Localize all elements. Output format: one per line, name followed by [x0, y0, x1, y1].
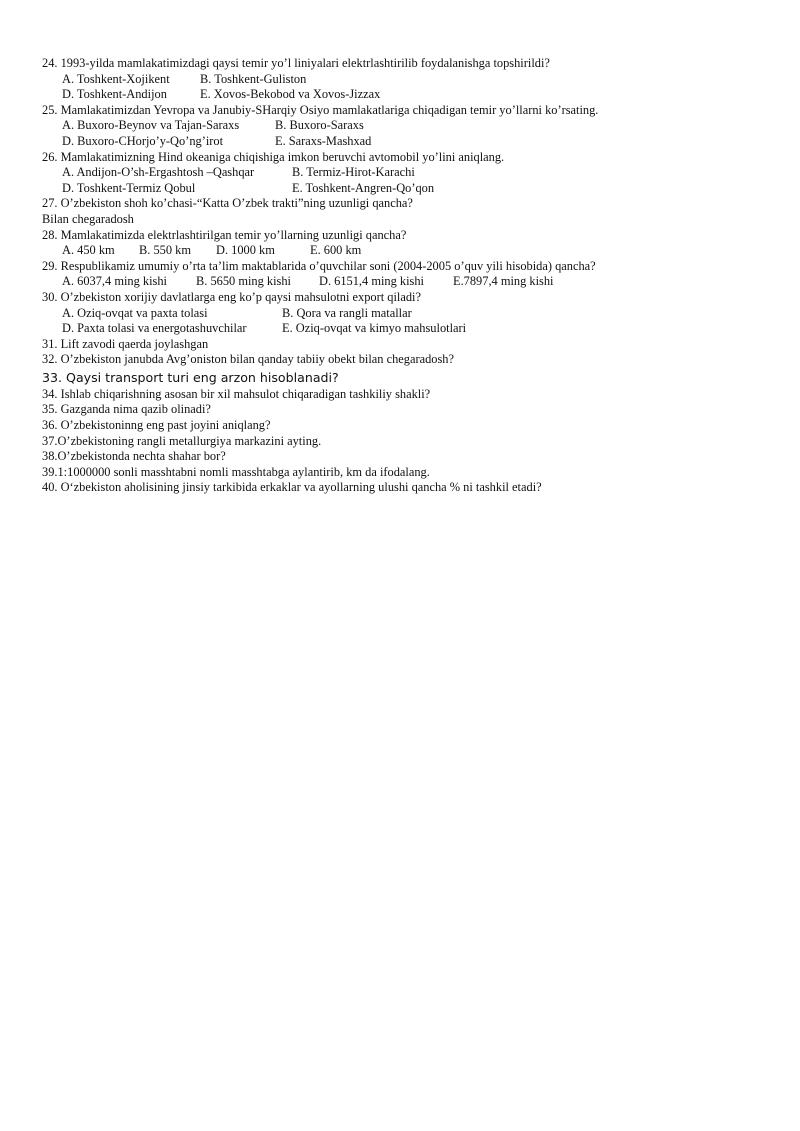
question-24: 24. 1993-yilda mamlakatimizdagi qaysi temir yo’l liniyalari elektrlashtirilib foydalanishga topshirildi? — [42, 56, 550, 70]
option-b: B. Buxoro-Saraxs — [275, 118, 364, 133]
question-25: 25. Mamlakatimizdan Yevropa va Janubiy-SHarqiy Osiyo mamlakatlariga chiqadigan temir yo’llarni ko’rsating. — [42, 102, 599, 117]
question-31: 31. Lift zavodi qaerda joylashgan — [42, 336, 209, 351]
question-32: 32. O’zbekiston janubda Avg’oniston bilan qanday tabiiy obekt bilan chegaradosh? — [42, 352, 454, 367]
question-30-options-row-1 — [42, 306, 782, 322]
question-28: 28. Mamlakatimizda elektrlashtirilgan temir yo’llarning uzunligi qancha? — [42, 227, 407, 242]
option-e: E. Xovos-Bekobod va Xovos-Jizzax — [200, 87, 381, 102]
question-25-options-row-2 — [42, 134, 782, 150]
question-29: 29. Respublikamiz umumiy o’rta ta’lim maktablarida o’quvchilar soni (2004-2005 o’quv yili hisobida) qancha? — [42, 258, 596, 273]
option-d: D. 1000 km — [216, 243, 275, 258]
question-29-options — [42, 274, 782, 290]
option-d: D. Buxoro-CHorjo’y-Qo’ng’irot — [62, 133, 224, 148]
option-b: B. 5650 ming kishi — [196, 274, 292, 289]
option-a: A. Andijon-O’sh-Ergashtosh –Qashqar — [62, 165, 255, 180]
option-b: B. 550 km — [139, 243, 191, 258]
question-35: 35. Gazganda nima qazib olinadi? — [42, 402, 211, 417]
question-36: 36. O’zbekistoninng eng past joyini aniqlang? — [42, 418, 271, 433]
option-a: A. 6037,4 ming kishi — [62, 274, 167, 289]
question-27: 27. O’zbekiston shoh ko’chasi-“Katta O’zbek trakti”ning uzunligi qancha? — [42, 196, 413, 211]
option-e: E. Oziq-ovqat va kimyo mahsulotlari — [282, 321, 467, 336]
question-30: 30. O’zbekiston xorijiy davlatlarga eng ko’p qaysi mahsulotni export qiladi? — [42, 289, 421, 304]
option-e: E.7897,4 ming kishi — [453, 274, 554, 289]
option-d: D. Paxta tolasi va energotashuvchilar — [62, 321, 247, 336]
question-39: 39.1:1000000 sonli masshtabni nomli masshtabga aylantirib, km da ifodalang. — [42, 464, 430, 479]
question-27-continuation: Bilan chegaradosh — [42, 211, 134, 226]
option-e: E. Saraxs-Mashxad — [275, 133, 372, 148]
option-a: A. Toshkent-Xojikent — [62, 71, 170, 86]
question-38: 38.O’zbekistonda nechta shahar bor? — [42, 449, 226, 464]
option-d: D. Toshkent-Andijon — [62, 87, 167, 102]
question-25-options-row-1 — [42, 118, 782, 134]
option-a: A. Oziq-ovqat va paxta tolasi — [62, 305, 208, 320]
option-e: E. 600 km — [310, 243, 362, 258]
question-list — [42, 56, 782, 496]
option-b: B. Termiz-Hirot-Karachi — [292, 165, 415, 180]
question-37: 37.O’zbekistoning rangli metallurgiya markazini ayting. — [42, 433, 322, 448]
option-a: A. 450 km — [62, 243, 115, 258]
question-26: 26. Mamlakatimizning Hind okeaniga chiqishiga imkon beruvchi avtomobil yo’lini aniqlang. — [42, 149, 505, 164]
question-24-options-row-2 — [42, 87, 782, 103]
question-33: 33. Qaysi transport turi eng arzon hisoblanadi? — [42, 369, 339, 385]
option-a: A. Buxoro-Beynov va Tajan-Saraxs — [62, 118, 240, 133]
option-d: D. Toshkent-Termiz Qobul — [62, 180, 196, 195]
question-40: 40. O‘zbekiston aholisining jinsiy tarkibida erkaklar va ayollarning ulushi qancha % ni tashkil etadi? — [42, 480, 542, 495]
option-b: B. Toshkent-Guliston — [200, 71, 307, 86]
option-e: E. Toshkent-Angren-Qo’qon — [292, 180, 435, 195]
question-26-options-row-2 — [42, 181, 782, 197]
question-34: 34. Ishlab chiqarishning asosan bir xil mahsulot chiqaradigan tashkiliy shakli? — [42, 386, 431, 401]
question-30-options-row-2 — [42, 321, 782, 337]
option-b: B. Qora va rangli matallar — [282, 305, 412, 320]
question-28-options — [42, 243, 782, 259]
question-24-options-row-1 — [42, 72, 782, 88]
option-d: D. 6151,4 ming kishi — [319, 274, 424, 289]
question-26-options-row-1 — [42, 165, 782, 181]
